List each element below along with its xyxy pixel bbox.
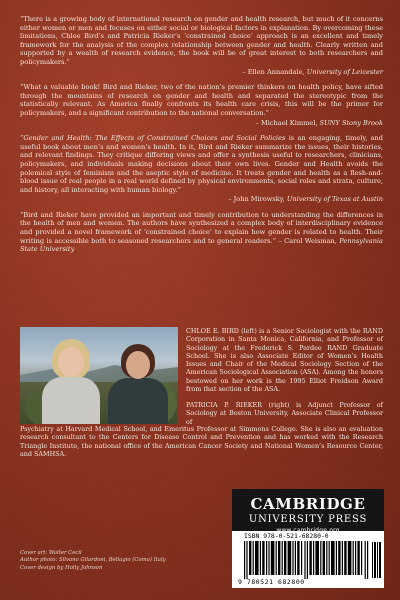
publisher-subname: UNIVERSITY PRESS: [248, 514, 368, 525]
endorsement-text: “Bird and Rieker have provided an important and timely contribution to understanding the differences in the health of men and women. The authors have synthesized a complex body of interdisciplinary evidence and provided a novel framework of ‘constrained choice’ to explain how gender is related to health. Their writing is accessible both to seasoned researchers and to general readers.”: [20, 210, 383, 245]
endorser-affiliation: University of Texas at Austin: [286, 195, 383, 204]
author-photo: [20, 327, 178, 424]
bio-text: PATRICIA P. RIEKER (right) is Adjunct Professor of Sociology at Boston University, Associate Clinical Professor of: [186, 401, 383, 426]
cover-credits: [20, 550, 200, 572]
endorser-name: – Carol Weisman,: [276, 236, 340, 245]
author-bird-figure: [42, 339, 100, 424]
figure-body: [42, 377, 100, 424]
endorser-affiliation: University of Leicester: [306, 67, 383, 76]
barcode-icon: [244, 541, 372, 579]
figure-face: [58, 347, 84, 377]
endorsement-attribution: [20, 119, 383, 128]
credit-cover-design: Cover design by Holly Johnson: [20, 564, 103, 571]
endorsements: [20, 15, 383, 255]
endorsement-annandale: [20, 15, 383, 67]
endorsement-book-title: “Gender and Health: The Effects of Constrained Choices and Social Policies: [20, 134, 286, 143]
endorsement-text: is an engaging, timely, and useful book about men’s and women’s health. In it, Bird and Rieker summarize the issues, their histories, and relevant findings. They critique differing views and offer a synthesis useful to researchers, clinicians, policymakers, and individuals making decisions about their own lives. Gender and Health avoids the polemical style of feminism and the aseptic style of medicine. It treats gender and health as a flesh-and-blood issue of real people in a real world defined by physical environments, social roles and strata, culture, and history, all interacting with human biology.”: [20, 134, 383, 194]
endorsement-text: “There is a growing body of international research on gender and health research, but much of it concerns either women or men and focuses on either social or biological factors in explanation. By overcoming these limitations, Chloe Bird’s and Patricia Rieker’s ‘constrained choice’ approach is an excellent and timely framework for the analysis of the complex relationship between gender and health. Clearly written and supported by a wealth of research evidence, the book will be of great interest to both researchers and policymakers.”: [20, 15, 383, 66]
endorsement-kimmel: [20, 83, 383, 117]
endorser-name: – Ellen Annandale,: [242, 67, 307, 76]
figure-face: [126, 351, 150, 379]
barcode-number: 9 780521 682800: [238, 578, 305, 586]
price-code: [372, 532, 382, 578]
endorser-affiliation: Pennsylvania State University: [20, 236, 383, 254]
endorser-name: – Michael Kimmel,: [255, 118, 320, 127]
figure-body: [108, 378, 168, 424]
endorsement-weisman: [20, 211, 383, 254]
barcode: [244, 541, 372, 579]
endorser-name: – John Mirowsky,: [228, 195, 287, 204]
author-rieker-figure: [108, 344, 168, 424]
endorsement-mirowsky: [20, 134, 383, 194]
isbn-text: ISBN 978-0-521-68280-0: [244, 532, 329, 540]
endorsement-attribution: [20, 68, 383, 77]
credit-cover-art: Cover art: Walter Cecil: [20, 550, 82, 556]
bio-text: CHLOE E. BIRD (left) is a Senior Sociologist with the RAND Corporation in Santa Monica, California, and Professor of Sociology at the Frederick S. Pardee RAND Graduate School. She is also Associate Editor of Women’s Health Issues and Chair of the Medical Sociology Section of the American Sociological Association (ASA). Among the honors bestowed on her work is the 1995 Elliot Freidson Award from that section of the ASA.: [186, 327, 383, 394]
endorsement-text: “What a valuable book! Bird and Rieker, two of the nation’s premier thinkers on health policy, have sifted through the mountains of research on gender and health and separated the stereotypic from the statistically relevant. As America finally confronts its health care crisis, this will be the primer for policymakers, and a significant contribution to the national conversation.”: [20, 83, 383, 117]
price-barcode-icon: [372, 532, 382, 578]
bio-text: Psychiatry at Harvard Medical School, and Emeritus Professor at Simmons College. She is also an evaluation research consultant to the Centers for Disease Control and Prevention and has worked with the Research Triangle Institute, the national office of the American Cancer Society and National Women’s Resource Center, and SAMHSA.: [20, 425, 383, 458]
author-bio-rieker-continued: [20, 425, 383, 458]
endorsement-attribution: [20, 195, 383, 204]
author-bio-rieker: [186, 401, 383, 426]
author-bio-bird: [186, 327, 383, 393]
credit-author-photo: Author photo: Silvano Gilardoni, Bellagio (Como) Italy: [20, 557, 166, 564]
publisher-name: CAMBRIDGE: [250, 495, 366, 513]
endorser-affiliation: SUNY Stony Brook: [319, 118, 383, 127]
